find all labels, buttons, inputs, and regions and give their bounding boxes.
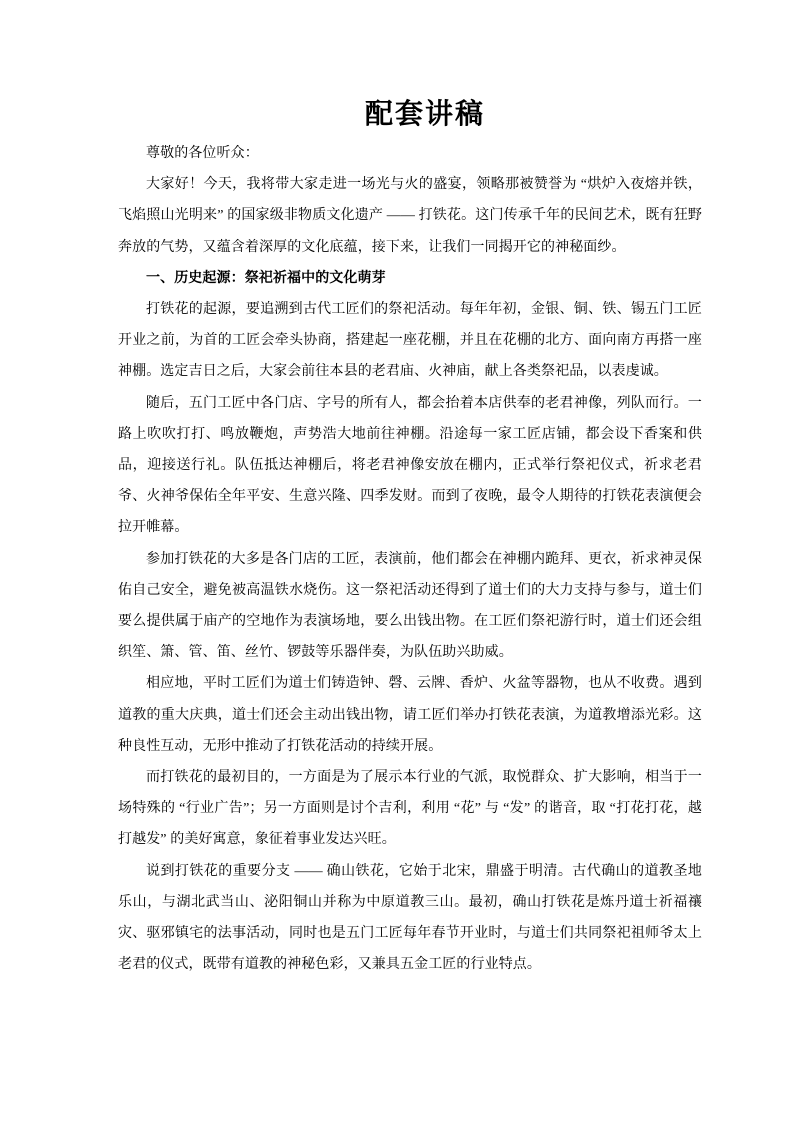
salutation-line: 尊敬的各位听众： <box>146 146 259 161</box>
document-body <box>118 138 702 980</box>
document-title: 配套讲稿 <box>364 99 485 130</box>
body-paragraph: 随后，五门工匠中各门店、字号的所有人，都会抬着本店供奉的老君神像，列队而行。一路上吹吹打打、鸣放鞭炮，声势浩大地前往神棚。沿途每一家工匠店铺，都会设下香案和供品，迎接送行礼。队伍抵达神棚后，将老君神像安放在棚内，正式举行祭祀仪式，祈求老君爷、火神爷保佑全年平安、生意兴隆、四季发财。而到了夜晚，最令人期待的打铁花表演便会拉开帷幕。 <box>118 395 702 536</box>
body-paragraph: 而打铁花的最初目的，一方面是为了展示本行业的气派，取悦群众、扩大影响，相当于一场特殊的 “行业广告”；另一方面则是讨个吉利，利用 “花” 与 “发” 的谐音，取 “打花打花，越打越发” 的美好寓意，象征着事业发达兴旺。 <box>118 770 702 848</box>
body-paragraph: 打铁花的起源，要追溯到古代工匠们的祭祀活动。每年年初，金银、铜、铁、锡五门工匠开业之前，为首的工匠会牵头协商，搭建起一座花棚，并且在花棚的北方、面向南方再搭一座神棚。选定吉日之后，大家会前往本县的老君庙、火神庙，献上各类祭祀品，以表虔诚。 <box>118 302 702 380</box>
body-paragraph: 参加打铁花的大多是各门店的工匠，表演前，他们都会在神棚内跪拜、更衣，祈求神灵保佑自己安全，避免被高温铁水烧伤。这一祭祀活动还得到了道士们的大力支持与参与，道士们要么提供属于庙产的空地作为表演场地，要么出钱出物。在工匠们祭祀游行时，道士们还会组织笙、箫、管、笛、丝竹、锣鼓等乐器伴奏，为队伍助兴助威。 <box>118 551 702 661</box>
section-heading: 一、历史起源：祭祀祈福中的文化萌芽 <box>146 270 386 286</box>
body-paragraph: 大家好！今天，我将带大家走进一场光与火的盛宴，领略那被赞誉为 “烘炉入夜熔并铁，飞焰照山光明来” 的国家级非物质文化遗产 —— 打铁花。这门传承千年的民间艺术，既有狂野奔放的气势，又蕴含着深厚的文化底蕴，接下来，让我们一同揭开它的神秘面纱。 <box>118 177 702 255</box>
body-paragraph: 说到打铁花的重要分支 —— 确山铁花，它始于北宋，鼎盛于明清。古代确山的道教圣地乐山，与湖北武当山、泌阳铜山并称为中原道教三山。最初，确山打铁花是炼丹道士祈福禳灾、驱邪镇宅的法事活动，同时也是五门工匠每年春节开业时，与道士们共同祭祀祖师爷太上老君的仪式，既带有道教的神秘色彩，又兼具五金工匠的行业特点。 <box>118 863 702 973</box>
body-paragraph: 相应地，平时工匠们为道士们铸造钟、磬、云牌、香炉、火盆等器物，也从不收费。遇到道教的重大庆典，道士们还会主动出钱出物，请工匠们举办打铁花表演，为道教增添光彩。这种良性互动，无形中推动了打铁花活动的持续开展。 <box>118 676 702 754</box>
